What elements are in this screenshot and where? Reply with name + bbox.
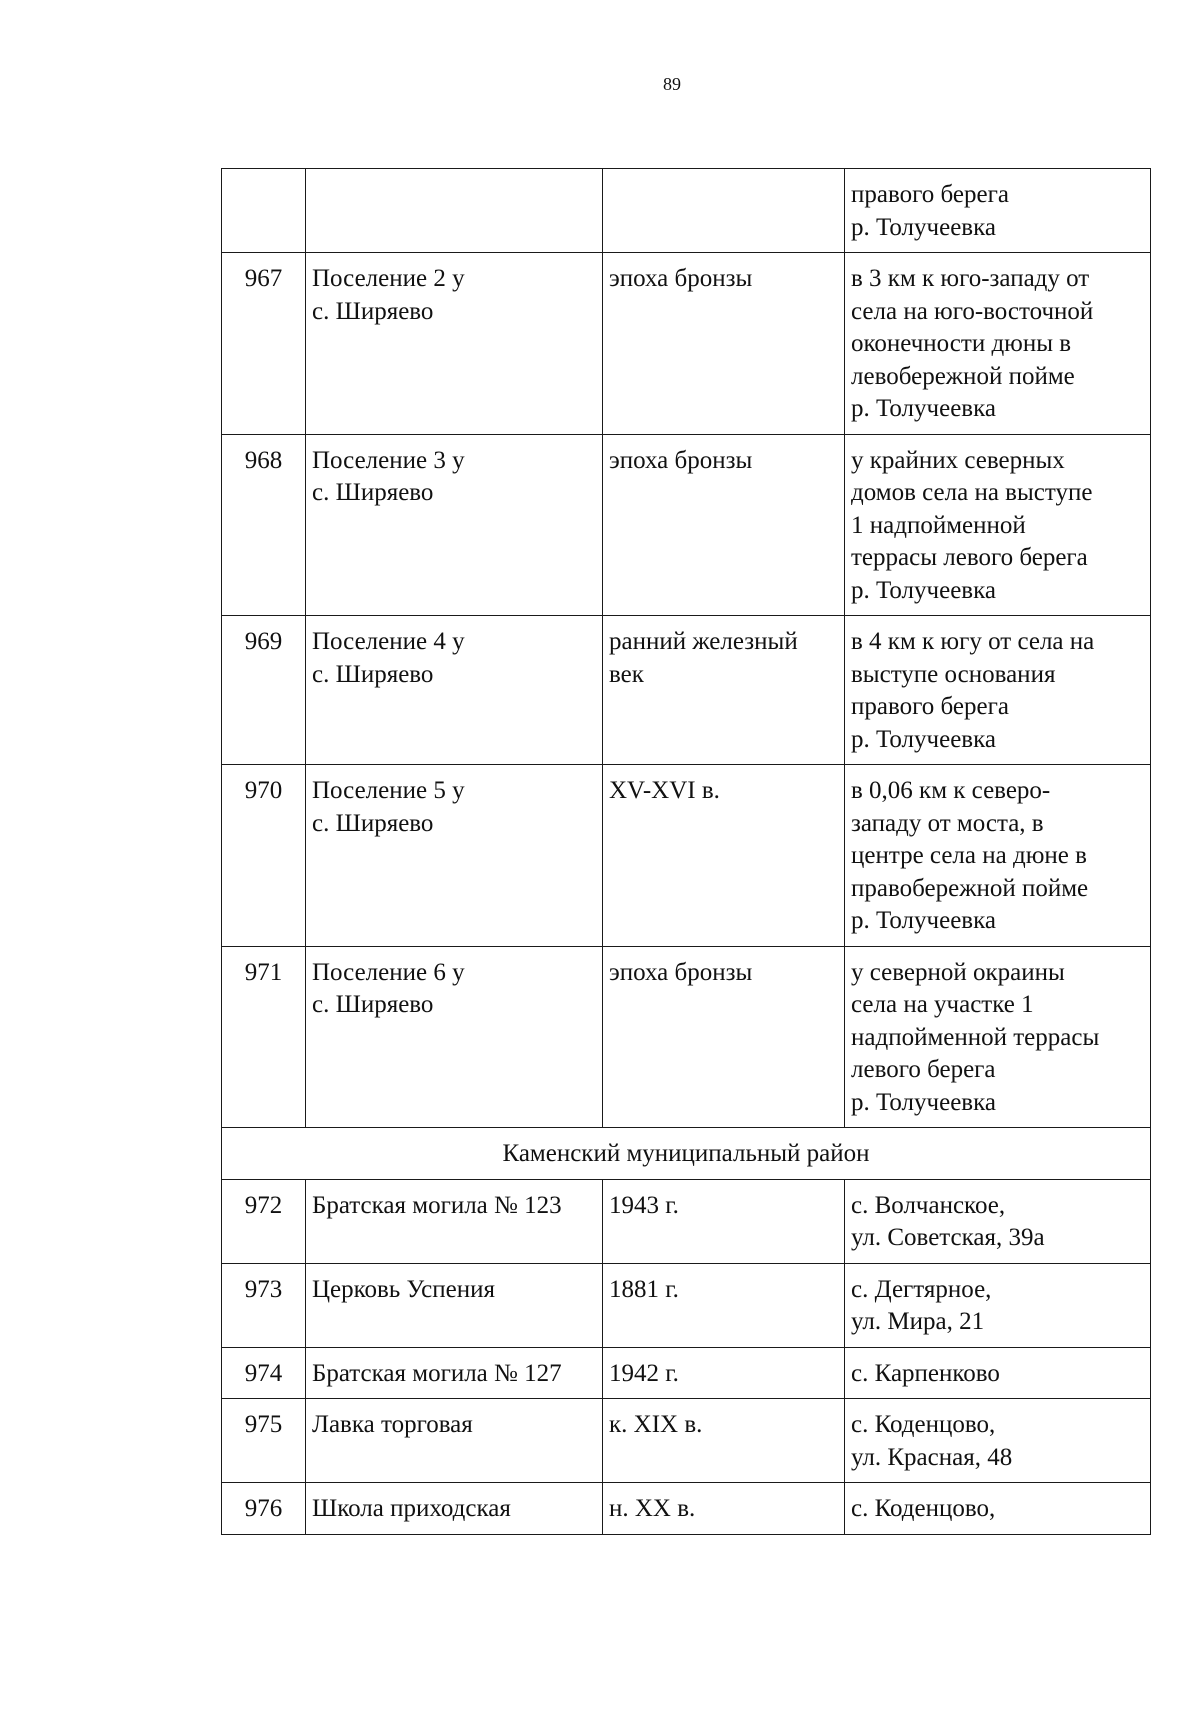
object-date-line: 1881 г.	[609, 1275, 679, 1303]
object-location-line: с. Волчанское,	[851, 1191, 1006, 1219]
object-location-line: правого берега	[851, 693, 1009, 720]
object-location-line: р. Толучеевка	[851, 907, 996, 934]
object-name-line: Поселение 2 у	[312, 265, 465, 292]
object-location-line: села на участке 1	[851, 991, 1034, 1018]
object-name-line: Поселение 3 у	[312, 446, 465, 474]
object-name	[306, 765, 603, 947]
table-row	[222, 616, 1151, 765]
object-number: 975	[222, 1399, 306, 1483]
object-number: 973	[222, 1263, 306, 1347]
object-date	[603, 1179, 845, 1263]
object-date	[603, 253, 845, 435]
object-location-line: надпойменной террасы	[851, 1023, 1100, 1051]
object-location-line: р. Толучеевка	[851, 213, 996, 241]
table-row	[222, 1263, 1151, 1347]
object-location-line: с. Карпенково	[851, 1359, 1000, 1387]
object-name-line: Школа приходская	[312, 1495, 511, 1522]
object-number: 974	[222, 1347, 306, 1399]
object-date	[603, 434, 845, 616]
object-date	[603, 1399, 845, 1483]
object-number: 968	[222, 434, 306, 616]
object-name-line: с. Ширяево	[312, 297, 434, 325]
object-date-line: век	[609, 660, 644, 688]
continuation-row	[222, 169, 1151, 253]
object-number: 971	[222, 946, 306, 1128]
object-name-line: с. Ширяево	[312, 660, 434, 688]
object-name-line: с. Ширяево	[312, 991, 434, 1018]
object-name-line: с. Ширяево	[312, 479, 434, 506]
table-row	[222, 946, 1151, 1128]
object-location	[845, 169, 1151, 253]
object-date	[603, 1347, 845, 1399]
object-name-line: Поселение 5 у	[312, 777, 465, 804]
object-date	[603, 765, 845, 947]
object-location-line: ул. Красная, 48	[851, 1443, 1013, 1471]
object-date-line: эпоха бронзы	[609, 446, 753, 474]
table-row	[222, 765, 1151, 947]
object-date-line: н. XX в.	[609, 1495, 696, 1522]
table-row	[222, 1347, 1151, 1399]
registry-body	[222, 169, 1151, 1535]
object-name-line: Братская могила № 123	[312, 1191, 562, 1219]
object-location	[845, 616, 1151, 765]
table-row	[222, 253, 1151, 435]
object-date	[603, 1483, 845, 1535]
object-location-line: правобережной пойме	[851, 874, 1089, 902]
object-name	[306, 1347, 603, 1399]
object-location-line: у северной окраины	[851, 958, 1065, 986]
object-location-line: р. Толучеевка	[851, 395, 996, 422]
section-title: Каменский муниципальный район	[222, 1128, 1151, 1180]
object-location	[845, 434, 1151, 616]
object-location-line: ул. Мира, 21	[851, 1308, 985, 1335]
object-name	[306, 1399, 603, 1483]
object-location	[845, 946, 1151, 1128]
object-number: 967	[222, 253, 306, 435]
object-location-line: р. Толучеевка	[851, 725, 996, 753]
object-location-line: р. Толучеевка	[851, 576, 996, 604]
object-location-line: в 0,06 км к северо-	[851, 777, 1051, 804]
object-location-line: террасы левого берега	[851, 544, 1088, 571]
heritage-registry-table	[221, 168, 1151, 1535]
object-location	[845, 1483, 1151, 1535]
object-name	[306, 1263, 603, 1347]
object-name	[306, 169, 603, 253]
object-location-line: с. Дегтярное,	[851, 1275, 992, 1303]
object-location-line: у крайних северных	[851, 446, 1065, 474]
object-location-line: 1 надпойменной	[851, 511, 1026, 539]
table-row	[222, 434, 1151, 616]
object-number: 972	[222, 1179, 306, 1263]
object-location	[845, 1347, 1151, 1399]
section-row	[222, 1128, 1151, 1180]
object-location-line: села на юго-восточной	[851, 297, 1094, 325]
object-location-line: западу от моста, в	[851, 809, 1044, 837]
object-location-line: домов села на выступе	[851, 479, 1093, 506]
object-location	[845, 765, 1151, 947]
object-name	[306, 253, 603, 435]
object-name	[306, 434, 603, 616]
object-location-line: в 4 км к югу от села на	[851, 628, 1095, 655]
object-number: 969	[222, 616, 306, 765]
object-date	[603, 616, 845, 765]
object-location-line: с. Коденцово,	[851, 1411, 996, 1438]
object-location	[845, 1179, 1151, 1263]
object-location-line: ул. Советская, 39а	[851, 1224, 1045, 1251]
table-row	[222, 1483, 1151, 1535]
object-name-line: Лавка торговая	[312, 1411, 473, 1438]
object-date-line: ранний железный	[609, 628, 798, 655]
object-location-line: левого берега	[851, 1056, 996, 1083]
object-date-line: XV-XVI в.	[609, 777, 720, 804]
object-location-line: в 3 км к юго-западу от	[851, 265, 1090, 292]
object-location-line: правого берега	[851, 181, 1009, 208]
object-date-line: к. XIX в.	[609, 1411, 703, 1438]
object-name-line: с. Ширяево	[312, 809, 434, 837]
object-date-line: 1942 г.	[609, 1359, 679, 1387]
object-name	[306, 1483, 603, 1535]
object-name	[306, 616, 603, 765]
table-row	[222, 1179, 1151, 1263]
object-location	[845, 1399, 1151, 1483]
object-name-line: Церковь Успения	[312, 1275, 496, 1303]
object-location-line: р. Толучеевка	[851, 1088, 996, 1116]
object-date-line: эпоха бронзы	[609, 265, 753, 292]
object-name-line: Братская могила № 127	[312, 1359, 562, 1387]
object-number	[222, 169, 306, 253]
object-location-line: выступе основания	[851, 660, 1056, 688]
object-date	[603, 946, 845, 1128]
object-number: 970	[222, 765, 306, 947]
object-date-line: 1943 г.	[609, 1191, 679, 1219]
table-row	[222, 1399, 1151, 1483]
object-location-line: оконечности дюны в	[851, 330, 1072, 357]
object-number: 976	[222, 1483, 306, 1535]
object-name-line: Поселение 6 у	[312, 958, 465, 986]
object-location-line: с. Коденцово,	[851, 1495, 996, 1522]
object-location	[845, 253, 1151, 435]
object-location-line: левобережной пойме	[851, 362, 1075, 390]
object-name	[306, 946, 603, 1128]
object-location	[845, 1263, 1151, 1347]
object-date-line: эпоха бронзы	[609, 958, 753, 986]
object-date	[603, 1263, 845, 1347]
object-name-line: Поселение 4 у	[312, 628, 465, 655]
page-number: 89	[663, 74, 681, 94]
object-name	[306, 1179, 603, 1263]
object-date	[603, 169, 845, 253]
object-location-line: центре села на дюне в	[851, 842, 1087, 869]
